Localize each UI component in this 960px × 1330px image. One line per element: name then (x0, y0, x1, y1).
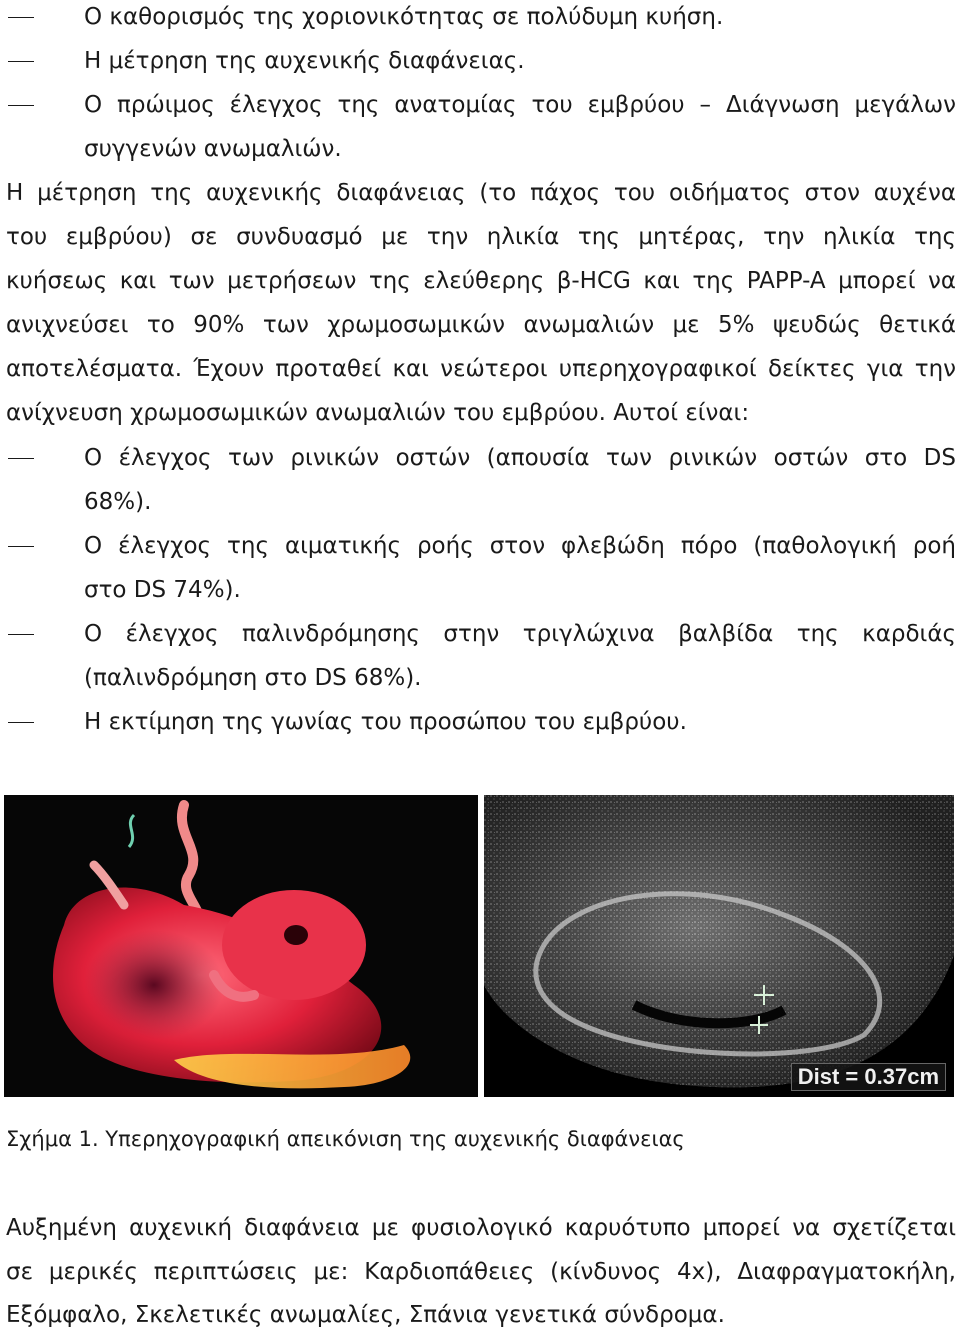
bullet-dash (8, 634, 34, 635)
paragraph-line: ανίχνευση χρωμοσωμικών ανωμαλιών του εμβρύου. Αυτοί είναι: (6, 400, 750, 426)
bullet-dash (8, 17, 34, 18)
paragraph-line: σε μερικές περιπτώσεις με: Καρδιοπάθειες (κίνδυνος 4x), Διαφραγματοκήλη, (6, 1259, 956, 1285)
paragraph-line: Αυξημένη αυχενική διαφάνεια με φυσιολογικό καρυότυπο μπορεί να σχετίζεται (6, 1215, 956, 1241)
list-item-continuation: συγγενών ανωμαλιών. (84, 136, 342, 162)
paragraph-line: ανιχνεύσει το 90% των χρωμοσωμικών ανωμαλιών με 5% ψευδώς θετικά (6, 312, 956, 338)
list-item-continuation: στο DS 74%). (84, 577, 241, 603)
figure-caption: Σχήμα 1. Υπερηχογραφική απεικόνιση της αυχενικής διαφάνειας (6, 1127, 685, 1151)
ultrasound-scan (484, 795, 954, 1097)
bullet-dash (8, 61, 34, 62)
list-item: Ο έλεγχος της αιματικής ροής στον φλεβώδη πόρο (παθολογική ροή (84, 533, 956, 559)
list-item: Ο καθορισμός της χοριονικότητας σε πολύδυμη κυήση. (84, 4, 724, 30)
bullet-dash (8, 105, 34, 106)
bullet-dash (8, 546, 34, 547)
paragraph-line: Η μέτρηση της αυχενικής διαφάνειας (το πάχος του οιδήματος στον αυχένα (6, 180, 956, 206)
list-item: Ο πρώιμος έλεγχος της ανατομίας του εμβρύου – Διάγνωση μεγάλων (84, 92, 956, 118)
list-item: Ο έλεγχος παλινδρόμησης στην τριγλώχινα βαλβίδα της καρδιάς (84, 621, 956, 647)
ultrasound-image (484, 795, 954, 1097)
list-item: Η μέτρηση της αυχενικής διαφάνειας. (84, 48, 525, 74)
distance-readout: Dist = 0.37cm (791, 1063, 946, 1091)
paragraph-line: αποτελέσματα. Έχουν προταθεί και νεώτεροι υπερηχογραφικοί δείκτες για την (6, 356, 956, 382)
embryo-illustration (4, 795, 478, 1097)
list-item: Ο έλεγχος των ρινικών οστών (απουσία των ρινικών οστών στο DS (84, 445, 956, 471)
list-item: Η εκτίμηση της γωνίας του προσώπου του εμβρύου. (84, 709, 687, 735)
paragraph-line: του εμβρύου) σε συνδυασμό με την ηλικία της μητέρας, την ηλικία της (6, 224, 956, 250)
paragraph-line: Εξόμφαλο, Σκελετικές ανωμαλίες, Σπάνια γενετικά σύνδρομα. (6, 1302, 725, 1328)
bullet-dash (8, 458, 34, 459)
bullet-dash (8, 722, 34, 723)
list-item-continuation: (παλινδρόμηση στο DS 68%). (84, 665, 422, 691)
list-item-continuation: 68%). (84, 489, 152, 515)
embryo-photo (4, 795, 478, 1097)
paragraph-line: κυήσεως και των μετρήσεων της ελεύθερης β-HCG και της PAPP-A μπορεί να (6, 268, 956, 294)
